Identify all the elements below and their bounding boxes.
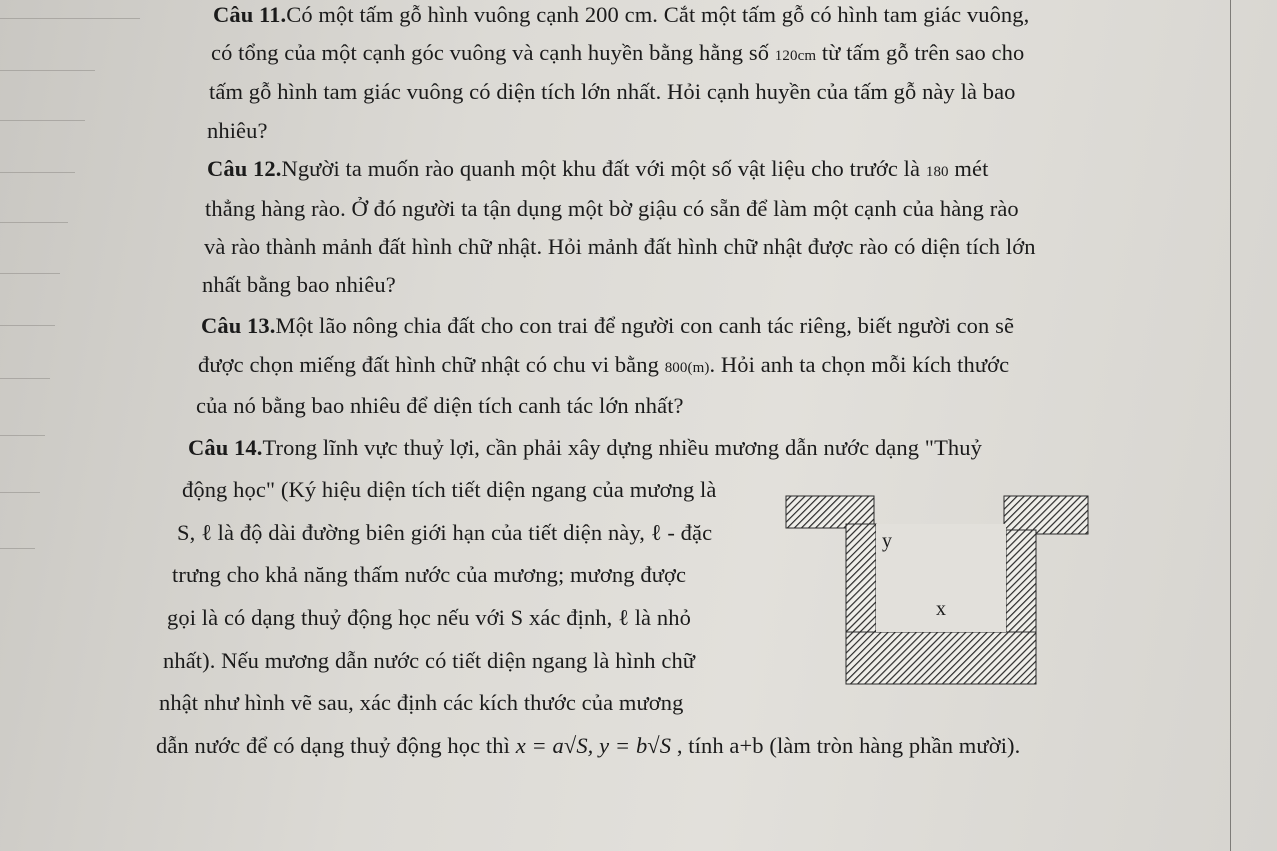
- q13-text: Một lão nông chia đất cho con trai để người con canh tác riêng, biết người con sẽ: [275, 313, 1015, 338]
- q12-label: Câu 12.: [207, 156, 282, 181]
- q13-text: được chọn miếng đất hình chữ nhật có chu vi bằng: [198, 352, 665, 377]
- q14-line-2: động học" (Ký hiệu diện tích tiết diện ngang của mương là: [182, 477, 717, 502]
- q14-line-1: [188, 435, 982, 461]
- q11-text: có tổng của một cạnh góc vuông và cạnh huyền bằng hằng số: [211, 40, 775, 65]
- margin-line: [0, 548, 35, 549]
- page-edge: [1230, 0, 1231, 851]
- q12-text: mét: [948, 156, 989, 181]
- margin-line: [0, 325, 55, 326]
- left-bank: [786, 496, 874, 528]
- q13-line-1: [201, 313, 1014, 339]
- q14-text: dẫn nước để có dạng thuỷ động học thì: [156, 733, 516, 758]
- q13-label: Câu 13.: [201, 313, 276, 338]
- margin-line: [0, 120, 85, 121]
- q13-value: 800(m): [664, 360, 710, 376]
- q12-line-4: nhất bằng bao nhiêu?: [202, 272, 396, 297]
- canal-cross-section-diagram: [778, 494, 1090, 694]
- q11-line-2: [211, 40, 1024, 66]
- y-dimension-label: y: [882, 530, 892, 552]
- q11-text: Có một tấm gỗ hình vuông cạnh 200 cm. Cắt một tấm gỗ có hình tam giác vuông,: [286, 2, 1030, 27]
- margin-line: [0, 435, 45, 436]
- margin-line: [0, 222, 68, 223]
- q12-line-1: [207, 156, 988, 182]
- canal-diagram-svg: [778, 494, 1090, 694]
- margin-line: [0, 172, 75, 173]
- q12-text: Người ta muốn rào quanh một khu đất với một số vật liệu cho trước là: [281, 156, 926, 181]
- q14-line-7: nhật như hình vẽ sau, xác định các kích thước của mương: [159, 690, 684, 715]
- q11-line-1: [213, 2, 1029, 28]
- margin-line: [0, 273, 60, 274]
- margin-line: [0, 18, 140, 19]
- q14-line-5: gọi là có dạng thuỷ động học nếu với S xác định, ℓ là nhỏ: [167, 605, 691, 630]
- margin-line: [0, 70, 95, 71]
- q13-line-3: của nó bằng bao nhiêu để diện tích canh tác lớn nhất?: [196, 393, 684, 418]
- q12-value: 180: [925, 164, 949, 180]
- canal-bottom: [846, 632, 1036, 684]
- q11-line-4: nhiêu?: [207, 118, 268, 143]
- q14-text: , tính a+b (làm tròn hàng phần mười).: [671, 733, 1021, 758]
- right-bank: [1004, 496, 1088, 534]
- x-dimension-label: x: [936, 598, 946, 620]
- q11-label: Câu 11.: [213, 2, 287, 27]
- q14-line-3: S, ℓ là độ dài đường biên giới hạn của tiết diện này, ℓ - đặc: [177, 520, 713, 545]
- q14-line-4: trưng cho khả năng thấm nước của mương; mương được: [172, 562, 687, 587]
- q14-text: Trong lĩnh vực thuỷ lợi, cần phải xây dựng nhiều mương dẫn nước dạng "Thuỷ: [262, 435, 982, 460]
- q14-formula: x = a√S, y = b√S: [515, 733, 672, 758]
- q12-line-2: thẳng hàng rào. Ở đó người ta tận dụng một bờ giậu có sẵn để làm một cạnh của hàng rào: [205, 196, 1019, 221]
- q11-line-3: tấm gỗ hình tam giác vuông có diện tích lớn nhất. Hỏi cạnh huyền của tấm gỗ này là bao: [209, 79, 1016, 104]
- q11-value: 120cm: [774, 48, 817, 64]
- q14-label: Câu 14.: [188, 435, 263, 460]
- margin-line: [0, 492, 40, 493]
- q11-text: từ tấm gỗ trên sao cho: [816, 40, 1025, 65]
- q12-line-3: và rào thành mảnh đất hình chữ nhật. Hỏi mảnh đất hình chữ nhật được rào có diện tích lớn: [204, 234, 1036, 259]
- q13-text: . Hỏi anh ta chọn mỗi kích thước: [709, 352, 1010, 377]
- q13-line-2: [198, 352, 1009, 378]
- margin-line: [0, 378, 50, 379]
- q14-line-6: nhất). Nếu mương dẫn nước có tiết diện ngang là hình chữ: [163, 648, 696, 673]
- q14-line-8: [156, 733, 1020, 759]
